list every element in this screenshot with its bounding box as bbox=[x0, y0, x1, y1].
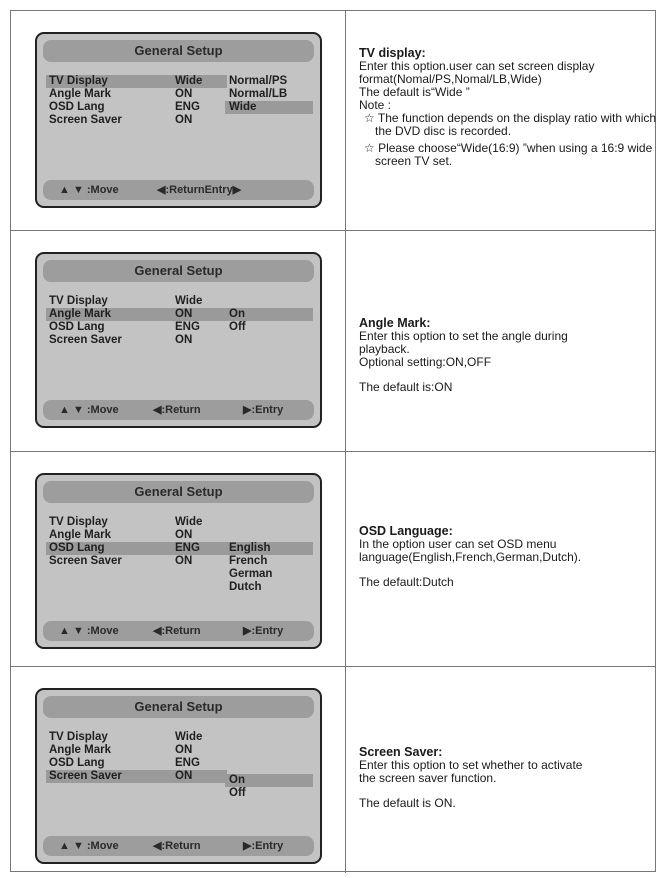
option-german[interactable]: German bbox=[229, 568, 273, 580]
menu-list: TV Display Wide Angle Mark ON OSD Lang ENG Screen Saver ON Normal/PS Normal/LB Wide bbox=[49, 75, 311, 171]
screen-title: General Setup bbox=[43, 260, 314, 282]
body-line: In the option user can set OSD menu bbox=[359, 537, 557, 551]
body-line: Optional setting:ON,OFF bbox=[359, 355, 492, 369]
manual-table bbox=[10, 10, 656, 872]
option-normal-ps[interactable]: Normal/PS bbox=[229, 75, 288, 87]
description-osd-language bbox=[359, 525, 659, 589]
menu-list: TV Display Wide Angle Mark ON OSD Lang ENG Screen Saver ON English French German Dutch bbox=[49, 516, 311, 612]
row-osd-language bbox=[11, 451, 655, 666]
section-heading: OSD Language: bbox=[359, 524, 453, 538]
default-line: The default:Dutch bbox=[359, 575, 454, 589]
nav-return: ◀:Return bbox=[153, 625, 201, 637]
option-list bbox=[225, 542, 313, 594]
screen-title: General Setup bbox=[43, 40, 314, 62]
option-list bbox=[225, 308, 313, 334]
osd-screen bbox=[35, 252, 322, 428]
osd-screen bbox=[35, 32, 322, 208]
screen-title: General Setup bbox=[43, 481, 314, 503]
option-on[interactable]: On bbox=[225, 774, 313, 787]
description-screen-saver bbox=[359, 746, 659, 810]
row-angle-mark bbox=[11, 230, 655, 451]
nav-move: ▲ ▼ :Move bbox=[59, 404, 119, 416]
nav-entry: ▶:Entry bbox=[243, 404, 284, 416]
option-dutch[interactable]: Dutch bbox=[229, 581, 262, 593]
description-angle-mark bbox=[359, 317, 659, 394]
option-off[interactable]: Off bbox=[229, 321, 246, 333]
option-normal-lb[interactable]: Normal/LB bbox=[229, 88, 288, 100]
note-line: ☆ Please choose“Wide(16:9) ”when using a 16:9 wide screen TV set. bbox=[364, 141, 653, 168]
body-line: Note : bbox=[359, 98, 392, 112]
option-english[interactable]: English bbox=[225, 542, 313, 555]
column-divider bbox=[345, 452, 346, 666]
nav-entry: ▶:Entry bbox=[243, 625, 284, 637]
option-on[interactable]: On bbox=[225, 308, 313, 321]
option-french[interactable]: French bbox=[229, 555, 268, 567]
body-line: The default is“Wide ” bbox=[359, 85, 470, 99]
nav-move: ▲ ▼ :Move bbox=[59, 840, 119, 852]
body-line: the screen saver function. bbox=[359, 771, 497, 785]
column-divider bbox=[345, 667, 346, 873]
menu-list: TV Display Wide Angle Mark ON OSD Lang ENG Screen Saver ON On Off bbox=[49, 731, 311, 827]
nav-bar bbox=[43, 180, 314, 200]
menu-list: TV Display Wide Angle Mark ON OSD Lang ENG Screen Saver ON On Off bbox=[49, 295, 311, 391]
default-line: The default is:ON bbox=[359, 380, 453, 394]
osd-screen bbox=[35, 688, 322, 864]
section-heading: TV display: bbox=[359, 46, 426, 60]
section-heading: Angle Mark: bbox=[359, 316, 431, 330]
option-wide[interactable]: Wide bbox=[225, 101, 313, 114]
option-off[interactable]: Off bbox=[229, 787, 246, 799]
body-line: Enter this option.user can set screen display bbox=[359, 59, 595, 73]
nav-bar bbox=[43, 836, 314, 856]
default-line: The default is ON. bbox=[359, 796, 456, 810]
option-list bbox=[225, 774, 313, 800]
nav-return: ◀:Return bbox=[153, 840, 201, 852]
option-list bbox=[225, 75, 313, 114]
body-line: playback. bbox=[359, 342, 410, 356]
section-heading: Screen Saver: bbox=[359, 745, 443, 759]
nav-bar bbox=[43, 400, 314, 420]
body-line: language(English,French,German,Dutch). bbox=[359, 550, 582, 564]
nav-entry: ▶:Entry bbox=[243, 840, 284, 852]
description-tv-display bbox=[359, 47, 659, 168]
nav-move: ▲ ▼ :Move bbox=[59, 184, 119, 196]
nav-bar bbox=[43, 621, 314, 641]
screen-title: General Setup bbox=[43, 696, 314, 718]
body-line: format(Nomal/PS,Nomal/LB,Wide) bbox=[359, 72, 542, 86]
nav-return-entry: ◀:ReturnEntry▶ bbox=[157, 184, 242, 196]
nav-move: ▲ ▼ :Move bbox=[59, 625, 119, 637]
note-line: ☆ The function depends on the display ratio with which the DVD disc is recorded. bbox=[364, 111, 657, 138]
row-screen-saver bbox=[11, 666, 655, 873]
row-tv-display bbox=[11, 11, 655, 230]
column-divider bbox=[345, 11, 346, 230]
column-divider bbox=[345, 231, 346, 451]
body-line: Enter this option to set the angle during bbox=[359, 329, 568, 343]
osd-screen bbox=[35, 473, 322, 649]
nav-return: ◀:Return bbox=[153, 404, 201, 416]
body-line: Enter this option to set whether to activate bbox=[359, 758, 583, 772]
